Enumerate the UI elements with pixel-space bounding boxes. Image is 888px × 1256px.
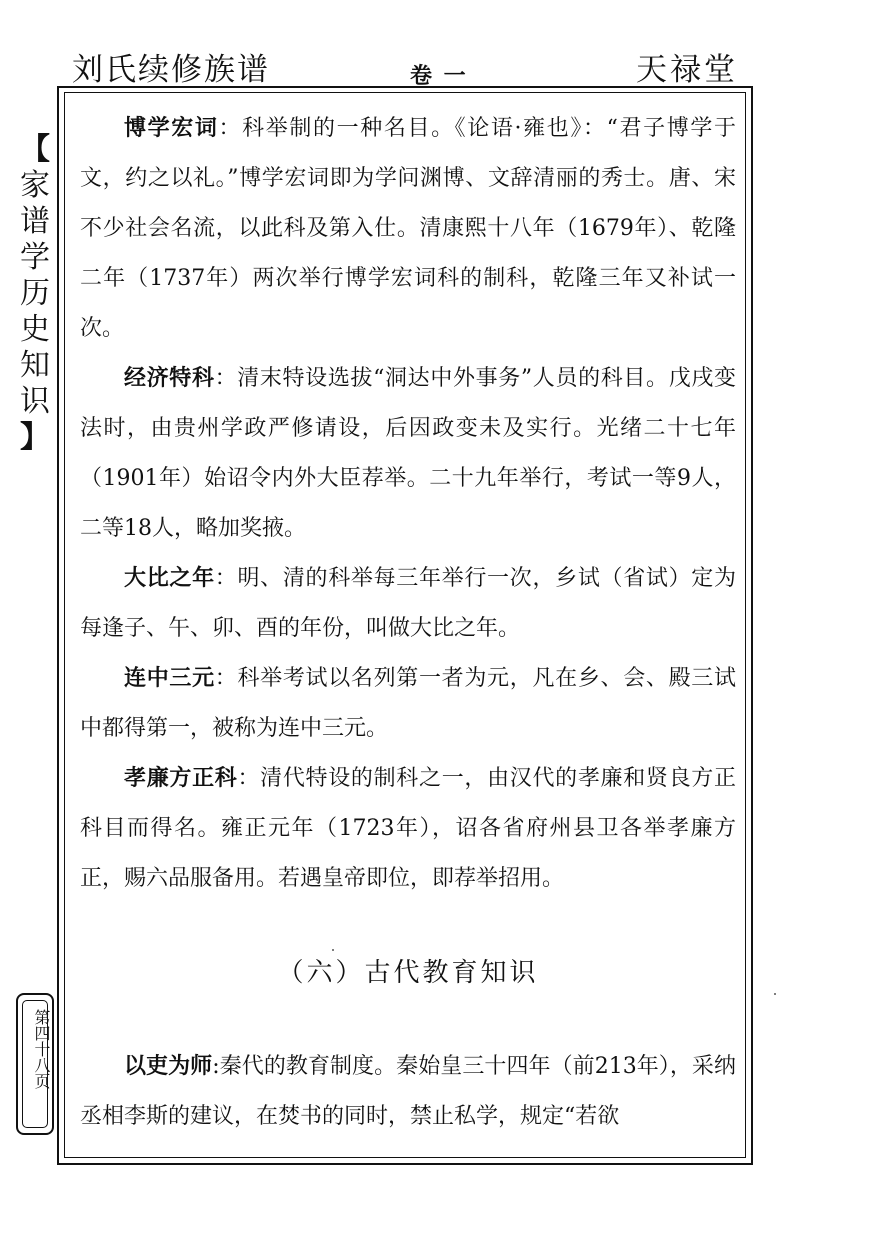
page-number-label	[18, 1009, 52, 1089]
entry-text: ：明、清的科举每三年举行一次，乡试（省试）定为每逢子、午、卯、酉的年份，叫做大比之年。	[80, 566, 736, 641]
header-book-title: 刘氏续修族谱	[72, 52, 270, 88]
entry-paragraph	[80, 104, 736, 354]
side-close-bracket: 】	[20, 420, 50, 455]
page-number-text: 第四十八页	[32, 1009, 51, 1089]
entry-text: ：科举考试以名列第一者为元，凡在乡、会、殿三试中都得第一，被称为连中三元。	[80, 666, 736, 741]
side-vertical-title	[17, 132, 53, 456]
entry-paragraph	[80, 554, 736, 654]
side-char: 识	[20, 384, 50, 419]
side-char: 谱	[20, 204, 50, 239]
entry-paragraph	[80, 1042, 736, 1142]
header-hall-name: 天禄堂	[636, 52, 738, 88]
scan-speck	[332, 949, 334, 951]
scan-speck	[774, 993, 776, 995]
entry-term: 孝廉方正科	[124, 766, 238, 791]
header-volume: 卷 一	[410, 63, 468, 89]
main-text	[80, 104, 736, 1142]
entry-term: 连中三元	[124, 666, 215, 691]
entry-text: ：清代特设的制科之一，由汉代的孝廉和贤良方正科目而得名。雍正元年（1723年），诏各省府州县卫各举孝廉方正，赐六品服备用。若遇皇帝即位，即荐举招用。	[80, 766, 736, 891]
entry-paragraph	[80, 354, 736, 554]
entry-text: ：科举制的一种名目。《论语·雍也》：“君子博学于文，约之以礼。”博学宏词即为学问渊博、文辞清丽的秀士。唐、宋不少社会名流，以此科及第入仕。清康熙十八年（1679年）、乾隆二年（1737年）两次举行博学宏词科的制科，乾隆三年又补试一次。	[80, 116, 736, 341]
side-open-bracket: 【	[20, 132, 50, 167]
entry-text: :秦代的教育制度。秦始皇三十四年（前213年），采纳丞相李斯的建议，在焚书的同时，禁止私学，规定“若欲	[80, 1054, 736, 1129]
side-char: 家	[20, 168, 50, 203]
entry-paragraph	[80, 654, 736, 754]
entry-term: 博学宏词	[124, 116, 219, 141]
side-char: 史	[20, 312, 50, 347]
entry-text: ：清末特设选拔“洞达中外事务”人员的科目。戊戌变法时，由贵州学政严修请设，后因政变未及实行。光绪二十七年（1901年）始诏令内外大臣荐举。二十九年举行，考试一等9人，二等18人，略加奖掖。	[80, 366, 736, 541]
side-char: 知	[20, 348, 50, 383]
side-char: 学	[20, 240, 50, 275]
section-heading: （六）古代教育知识	[277, 958, 539, 988]
side-char: 历	[20, 276, 50, 311]
entry-term: 大比之年	[124, 566, 215, 591]
page-number-tab	[16, 993, 54, 1135]
entry-term: 以吏为师	[124, 1054, 213, 1079]
entry-paragraph	[80, 754, 736, 904]
entry-term: 经济特科	[124, 366, 215, 391]
